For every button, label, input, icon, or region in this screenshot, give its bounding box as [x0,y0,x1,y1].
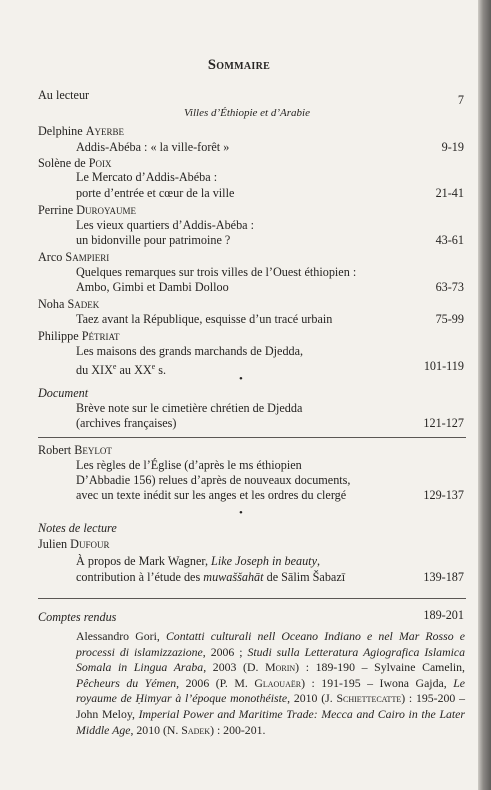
author-dufour: Julien Dufour [38,537,110,551]
article-title: Les maisons des grands marchands de Djedda, [76,344,304,358]
article-title: Quelques remarques sur trois villes de l’Ouest éthiopien : [76,265,357,279]
author-ayerbe: Delphine Ayerbe [38,124,125,138]
author-sadek: Noha Sadek [38,297,100,311]
note-title-line2: contribution à l’étude des muwaššahāt de Sālim Šabazī [76,570,346,584]
author-beylot: Robert Beylot [38,443,112,457]
article-title-line3: avec un texte inédit sur les anges et les ordres du clergé [76,488,347,502]
au-lecteur-label: Au lecteur [38,88,90,102]
title-initial: S [207,57,217,73]
page-title [0,58,478,74]
article-title-line2: du XIXe au XXe s. [76,362,167,378]
au-lecteur-page: 7 [457,93,464,107]
separator-dot: • [239,507,243,519]
page-range: 121-127 [423,416,464,430]
article-title: Le Mercato d’Addis-Abéba : [76,170,218,184]
page-range: 9-19 [441,140,464,154]
comptes-heading: Comptes rendus [38,610,117,624]
title-rest: ommaire [216,57,271,73]
document-title-line2: (archives françaises) [76,416,177,430]
article-title-line2: Ambo, Gimbi et Dambi Dolloo [76,280,229,294]
author-duroyaume: Perrine Duroyaume [38,203,137,217]
page-range: 189-201 [423,608,464,622]
notes-heading: Notes de lecture [38,521,117,535]
page-edge [478,0,491,790]
divider [38,598,466,599]
article-title-line2: porte d’entrée et cœur de la ville [76,186,235,200]
page-range: 139-187 [423,570,464,584]
document-title: Brève note sur le cimetière chrétien de Djedda [76,401,303,415]
article-title-line2: D’Abbadie 156) relues d’après de nouveaux documents, [76,473,351,487]
separator-dot: • [239,373,243,385]
note-title: À propos de Mark Wagner, Like Joseph in beauty, [76,554,321,568]
author-sampieri: Arco Sampieri [38,250,110,264]
document-heading: Document [38,386,89,400]
article-title: Taez avant la République, esquisse d’un tracé urbain [76,312,333,326]
section-heading: Villes d’Éthiopie et d’Arabie [184,107,310,119]
author-poix: Solène de Poix [38,156,112,170]
author-petriat: Philippe Pétriat [38,329,120,343]
page-range: 129-137 [423,488,464,502]
article-title: Les règles de l’Église (d’après le ms éthiopien [76,458,302,472]
page-range: 21-41 [435,186,464,200]
article-title-line2: un bidonville pour patrimoine ? [76,233,231,247]
page-range: 101-119 [423,359,464,373]
page-range: 75-99 [435,312,464,326]
page-range: 63-73 [435,280,464,294]
article-title: Addis-Abéba : « la ville-forêt » [76,140,230,154]
article-title: Les vieux quartiers d’Addis-Abéba : [76,218,255,232]
divider [38,437,466,438]
comptes-rendus-paragraph: Alessandro Gori, Contatti culturali nell Oceano Indiano e nel Mar Rosso e processi di islamizzazione, 2006 ; Studi sulla Letteratura Agiografica Islamica Somala in Lingua Araba, 2003 (D. Morin) : 189-190 – Sylvaine Camelin, Pêcheurs du Yémen, 2006 (P. M. Glaouaër) : 191-195 – Iwona Gajda, Le royaume de Ḥimyar à l’époque monothéiste, 2010 (J. Schiettecatte) : 195-200 – John Meloy, Imperial Power and Maritime Trade: Mecca and Cairo in the Later Middle Age, 2010 (N. Sadek) : 200-201. [76,629,466,737]
page-range: 43-61 [435,233,464,247]
